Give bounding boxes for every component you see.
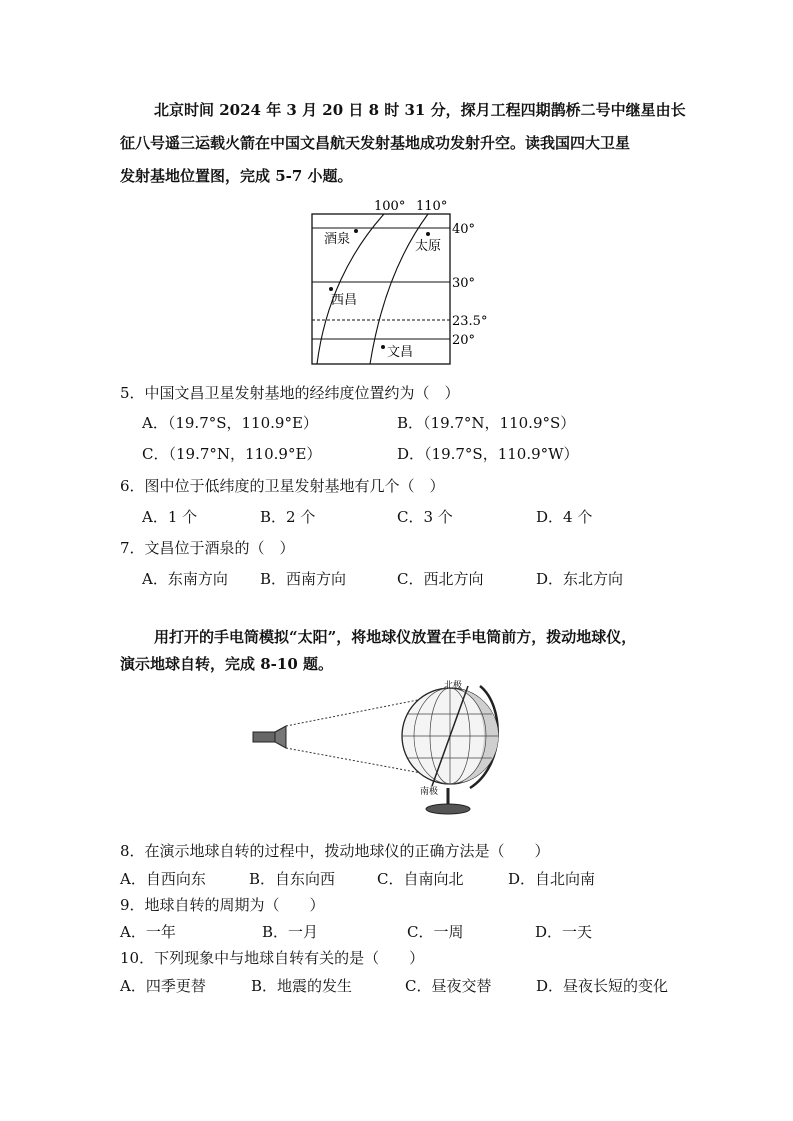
- q9-stem: 9．地球自转的周期为（ ）: [120, 896, 325, 914]
- q10-option-a[interactable]: A．四季更替: [120, 977, 206, 995]
- q8-option-b[interactable]: B．自东向西: [249, 870, 336, 888]
- lat-label-30: 30°: [452, 276, 476, 291]
- taiyuan-dot: [426, 232, 430, 236]
- q8-option-c[interactable]: C．自南向北: [377, 870, 464, 888]
- q6-option-a[interactable]: A．1 个: [142, 508, 198, 526]
- q5-stem: 5．中国文昌卫星发射基地的经纬度位置约为（ ）: [120, 384, 460, 402]
- q6-option-c[interactable]: C．3 个: [397, 508, 453, 526]
- satellite-base-map: [0, 192, 793, 372]
- q9-option-a[interactable]: A．一年: [120, 923, 176, 941]
- intro1-line-3: 发射基地位置图，完成 5-7 小题。: [120, 167, 353, 185]
- intro2-line-1: 用打开的手电筒模拟“太阳”，将地球仪放置在手电筒前方，拨动地球仪，: [154, 628, 637, 646]
- globe-stand-base: [426, 804, 470, 814]
- south-pole-label: 南极: [420, 787, 439, 797]
- wenchang-label: 文昌: [387, 345, 414, 360]
- q8-option-d[interactable]: D．自北向南: [508, 870, 596, 888]
- intro1-line-1: 北京时间 2024 年 3 月 20 日 8 时 31 分，探月工程四期鹊桥二号中继星由长: [154, 101, 686, 119]
- q10-option-b[interactable]: B．地震的发生: [251, 977, 353, 995]
- xichang-dot: [329, 287, 333, 291]
- lat-label-40: 40°: [452, 222, 476, 237]
- q9-option-c[interactable]: C．一周: [407, 923, 464, 941]
- q10-option-c[interactable]: C．昼夜交替: [405, 977, 492, 995]
- q5-option-a[interactable]: A．（19.7°S，110.9°E）: [142, 414, 318, 432]
- lat-label-23-5: 23.5°: [452, 314, 488, 329]
- q5-option-d[interactable]: D．（19.7°S，110.9°W）: [397, 445, 579, 463]
- q7-option-c[interactable]: C．西北方向: [397, 570, 484, 588]
- q10-stem: 10．下列现象中与地球自转有关的是（ ）: [120, 949, 425, 967]
- globe-flashlight-figure: [0, 676, 793, 826]
- flashlight-body: [253, 732, 275, 742]
- lat-label-20: 20°: [452, 333, 476, 348]
- q8-stem: 8．在演示地球自转的过程中，拨动地球仪的正确方法是（ ）: [120, 842, 550, 860]
- q5-option-c[interactable]: C．（19.7°N，110.9°E）: [142, 445, 322, 463]
- north-pole-label: 北极: [444, 681, 463, 691]
- wenchang-dot: [381, 345, 385, 349]
- lon-label-100: 100°: [374, 199, 406, 214]
- xichang-label: 西昌: [331, 293, 358, 308]
- jiuquan-dot: [354, 229, 358, 233]
- lon-110-curve: [370, 214, 428, 364]
- q9-option-d[interactable]: D．一天: [535, 923, 593, 941]
- q9-option-b[interactable]: B．一月: [262, 923, 319, 941]
- q7-option-b[interactable]: B．西南方向: [260, 570, 347, 588]
- q7-stem: 7．文昌位于酒泉的（ ）: [120, 539, 295, 557]
- q5-option-b[interactable]: B．（19.7°N，110.9°S）: [397, 414, 576, 432]
- q6-option-b[interactable]: B．2 个: [260, 508, 316, 526]
- lon-label-110: 110°: [416, 199, 448, 214]
- flashlight-head: [275, 726, 286, 748]
- q8-option-a[interactable]: A．自西向东: [120, 870, 206, 888]
- intro2-line-2: 演示地球自转，完成 8-10 题。: [120, 655, 333, 673]
- intro1-line-2: 征八号遥三运载火箭在中国文昌航天发射基地成功发射升空。读我国四大卫星: [120, 134, 631, 152]
- jiuquan-label: 酒泉: [324, 232, 351, 247]
- q6-option-d[interactable]: D．4 个: [536, 508, 593, 526]
- q7-option-a[interactable]: A．东南方向: [142, 570, 228, 588]
- q10-option-d[interactable]: D．昼夜长短的变化: [536, 977, 669, 995]
- q7-option-d[interactable]: D．东北方向: [536, 570, 624, 588]
- taiyuan-label: 太原: [415, 239, 442, 254]
- q6-stem: 6．图中位于低纬度的卫星发射基地有几个（ ）: [120, 477, 445, 495]
